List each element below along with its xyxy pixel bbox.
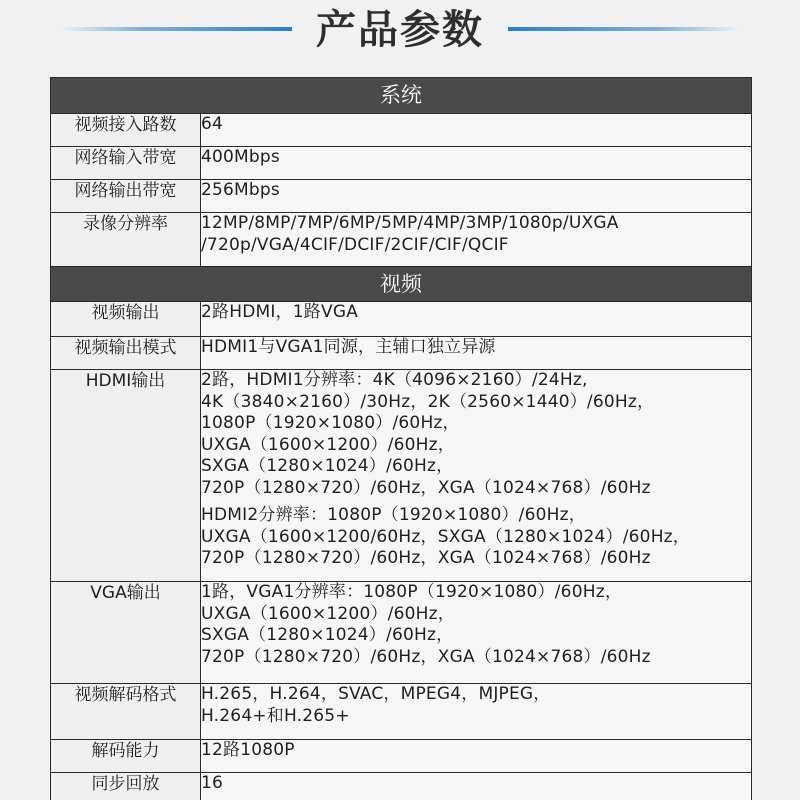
row-value-line: 64 <box>201 114 224 134</box>
row-value-line: 256Mbps <box>201 180 280 200</box>
row-value <box>201 302 752 337</box>
table-row <box>51 147 752 180</box>
row-value-line: HDMI1与VGA1同源，主辅口独立异源 <box>201 337 496 357</box>
row-label: HDMI输出 <box>51 370 201 582</box>
row-label: 视频输出模式 <box>51 337 201 370</box>
table-row <box>51 302 752 337</box>
row-value-line: 2路HDMI，1路VGA <box>201 302 359 322</box>
row-label: 同步回放 <box>51 773 201 800</box>
row-value-line: UXGA（1600×1200）/60Hz， <box>201 603 455 624</box>
table-row <box>51 582 752 684</box>
row-value <box>201 337 752 370</box>
row-value-line: HDMI2分辨率：1080P（1920×1080）/60Hz， <box>201 505 586 525</box>
row-value-line: 12路1080P <box>201 740 295 760</box>
row-value-line: H.264+和H.265+ <box>201 705 350 726</box>
row-value-line: 720P（1280×720）/60Hz，XGA（1024×768）/60Hz <box>201 646 651 667</box>
row-value <box>201 773 752 800</box>
row-value-line: 400Mbps <box>201 147 280 167</box>
heading-rule-left <box>60 27 292 31</box>
row-value-line: UXGA（1600×1200）/60Hz， <box>201 434 455 455</box>
table-row <box>51 740 752 773</box>
table-row <box>51 180 752 213</box>
row-value <box>201 684 752 740</box>
page-heading <box>0 0 800 70</box>
section-header-system <box>51 78 752 114</box>
section-title-video: 视频 <box>51 267 752 302</box>
row-value-line: SXGA（1280×1024）/60Hz， <box>201 625 454 645</box>
row-value-line: 12MP/8MP/7MP/6MP/5MP/4MP/3MP/1080p/UXGA <box>201 213 619 233</box>
row-label: 网络输出带宽 <box>51 180 201 213</box>
row-value-line: 4K（3840×2160）/30Hz，2K（2560×1440）/60Hz， <box>201 391 655 412</box>
row-value-line: 2路，HDMI1分辨率：4K（4096×2160）/24Hz, <box>201 370 588 390</box>
row-value-line: 720P（1280×720）/60Hz，XGA（1024×768）/60Hz <box>201 548 651 568</box>
table-row <box>51 213 752 267</box>
spec-table <box>50 77 752 800</box>
row-value-line: UXGA（1600×1200/60Hz，SXGA（1280×1024）/60Hz， <box>201 526 691 547</box>
row-value-line: 1080P（1920×1080）/60Hz， <box>201 413 460 433</box>
section-title-system: 系统 <box>51 78 752 114</box>
row-value-line: SXGA（1280×1024）/60Hz， <box>201 456 454 476</box>
row-value-line: 1路，VGA1分辨率：1080P（1920×1080）/60Hz， <box>201 582 623 602</box>
row-value-line: /720p/VGA/4CIF/DCIF/2CIF/CIF/QCIF <box>201 234 509 255</box>
table-row <box>51 337 752 370</box>
page-title: 产品参数 <box>316 7 484 53</box>
row-label: VGA输出 <box>51 582 201 684</box>
table-row <box>51 114 752 147</box>
row-label: 视频接入路数 <box>51 114 201 147</box>
row-value-line: 16 <box>201 773 224 793</box>
table-row <box>51 684 752 740</box>
row-value-line: 720P（1280×720）/60Hz，XGA（1024×768）/60Hz <box>201 477 651 498</box>
row-value <box>201 582 752 684</box>
row-value <box>201 180 752 213</box>
row-label: 视频输出 <box>51 302 201 337</box>
row-value <box>201 213 752 267</box>
table-row <box>51 773 752 800</box>
row-label: 视频解码格式 <box>51 684 201 740</box>
table-row <box>51 370 752 582</box>
row-value-line: H.265，H.264，SVAC，MPEG4，MJPEG， <box>201 684 551 704</box>
row-value <box>201 740 752 773</box>
row-label: 解码能力 <box>51 740 201 773</box>
row-label: 网络输入带宽 <box>51 147 201 180</box>
row-label: 录像分辨率 <box>51 213 201 267</box>
section-header-video <box>51 267 752 302</box>
heading-rule-right <box>508 27 740 31</box>
row-value <box>201 147 752 180</box>
row-value <box>201 370 752 582</box>
row-value <box>201 114 752 147</box>
